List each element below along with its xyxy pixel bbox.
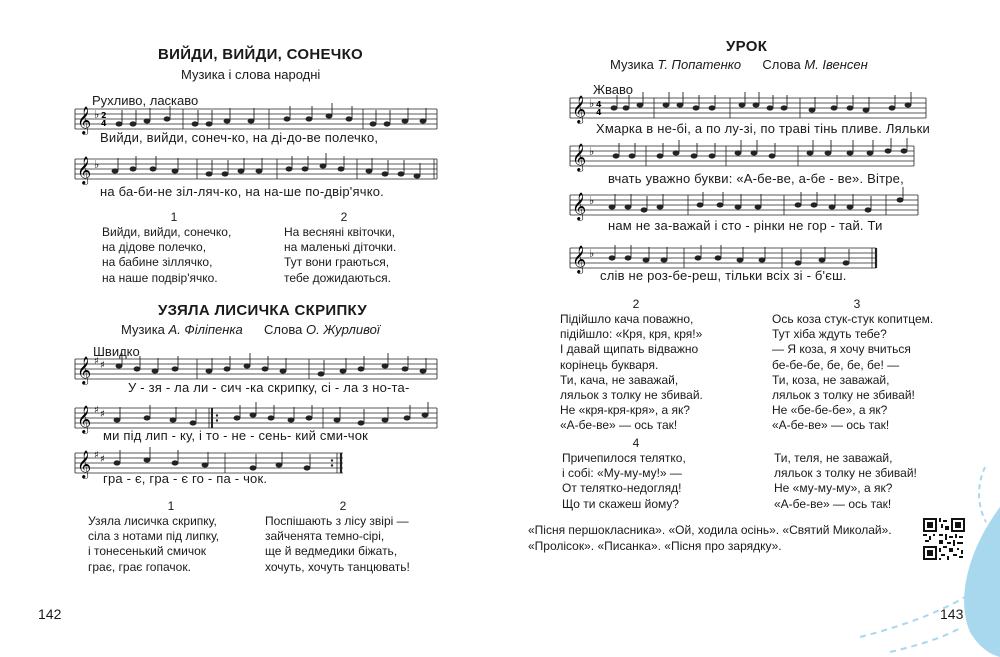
treble-clef-icon: 𝄞 (77, 356, 92, 384)
treble-clef-icon: 𝄞 (77, 156, 92, 184)
lyrics-line: Вийди, вийди, сонеч-ко, на ді-до-ве полечко, (100, 130, 379, 145)
svg-text:♭: ♭ (589, 194, 595, 207)
svg-text:♭: ♭ (94, 108, 100, 121)
lyrics-line: вчать уважно букви: «А-бе-ве, а-бе - ве». Вітре, (608, 171, 904, 186)
svg-text:♭: ♭ (94, 158, 100, 171)
music-staff (75, 155, 440, 183)
treble-clef-icon: 𝄞 (77, 450, 92, 478)
svg-text:♯: ♯ (94, 450, 99, 461)
decorative-corner-wave (740, 427, 1000, 657)
verse-number: 4 (632, 436, 640, 450)
related-songs-list: «Пісня першокласника». «Ой, ходила осінь». «Святий Миколай». «Пролісок». «Писанка». «Пісня про зарядку». (528, 523, 892, 553)
svg-text:♯: ♯ (94, 405, 99, 416)
song-title: УРОК (726, 38, 768, 55)
lyrics-line: на ба-би-не зіл-ляч-ко, на на-ше по-двір'ячко. (100, 184, 384, 199)
tempo-marking: Жваво (593, 82, 633, 97)
lyrics-line: ми під лип - ку, і то - не - сень- кий сми-чок (103, 428, 369, 443)
music-staff (570, 191, 930, 219)
song-credits: Музика і слова народні (181, 67, 321, 82)
right-page (500, 0, 1000, 657)
svg-text:♯: ♯ (100, 360, 105, 371)
treble-clef-icon: 𝄞 (77, 405, 92, 433)
svg-text:♯: ♯ (100, 409, 105, 420)
svg-text:4: 4 (596, 108, 602, 117)
music-staff (75, 105, 440, 133)
treble-clef-icon: 𝄞 (572, 245, 587, 273)
verse-number: 2 (339, 499, 347, 513)
verse-block: На весняні квіточки, на маленькі діточки. Тут вони граються, тебе дожидаються. (284, 225, 397, 285)
svg-text:♭: ♭ (589, 247, 595, 260)
verse-block: Ти, теля, не заважай, ляльок з толку не збивай! Не «му-му-му», а як? «А-бе-ве» — ось так! (774, 451, 917, 511)
verse-block: Ось коза стук-стук копитцем. Тут хіба ждуть тебе? — Я коза, я хочу вчиться бе-бе-бе, бе, бе, бе! — Ти, коза, не заважай, ляльок з толку не збивай! Не «бе-бе-бе», а як? «А-бе-ве» — ось так! (772, 312, 934, 433)
lyrics-line: нам не за-важай і сто - рінки не гор - тай. Ти (608, 218, 883, 233)
svg-text:4: 4 (596, 100, 602, 109)
treble-clef-icon: 𝄞 (572, 95, 587, 123)
lyrics-line: У - зя - ла ли - сич -ка скрипку, сі - ла з но-та- (128, 380, 410, 395)
music-staff (570, 142, 930, 170)
svg-text:♭: ♭ (589, 97, 595, 110)
verse-block: Причепилося телятко, і собі: «Му-му-му!» — От телятко-недогляд! Що ти скажеш йому? (562, 451, 686, 511)
treble-clef-icon: 𝄞 (572, 192, 587, 220)
page-number: 143 (940, 606, 964, 622)
treble-clef-icon: 𝄞 (572, 143, 587, 171)
treble-clef-icon: 𝄞 (77, 106, 92, 134)
tempo-marking: Рухливо, ласкаво (92, 93, 199, 108)
song-title: УЗЯЛА ЛИСИЧКА СКРИПКУ (158, 302, 367, 319)
svg-text:♭: ♭ (589, 145, 595, 158)
svg-text:♯: ♯ (100, 454, 105, 465)
song-credits: Музика Т. Попатенко Слова М. Івенсен (610, 57, 868, 72)
verse-number: 1 (170, 210, 178, 224)
svg-text:4: 4 (101, 119, 107, 128)
verse-number: 3 (853, 297, 861, 311)
verse-block: Поспішають з лісу звірі — зайченята темно-сірі, ще й ведмедики біжать, хочуть, хочуть танцювать! (265, 514, 410, 574)
music-staff (75, 355, 440, 383)
verse-block: Підійшло кача поважно, підійшло: «Кря, кря, кря!» І давай щипать відважно корінець букваря. Ти, кача, не заважай, ляльок з толку не збивай. Не «кря-кря-кря», а як? «А-бе-ве» — ось так! (560, 312, 703, 433)
lyrics-line: слів не роз-бе-реш, тільки всіх зі - б'єш. (600, 268, 847, 283)
tempo-marking: Швидко (93, 344, 140, 359)
lyrics-line: Хмарка в не-бі, а по лу-зі, по траві тінь пливе. Ляльки (596, 121, 930, 136)
lyrics-line: гра - є, гра - є го - па - чок. (103, 471, 268, 486)
music-staff (570, 94, 930, 122)
page-number: 142 (38, 606, 62, 622)
song-title: ВИЙДИ, ВИЙДИ, СОНЕЧКО (158, 46, 364, 63)
song-credits: Музика А. Філіпенка Слова О. Журливої (121, 322, 380, 337)
verse-block: Вийди, вийди, сонечко, на дідове полечко, на бабине зіллячко, на наше подвір'ячко. (102, 225, 232, 285)
svg-text:♯: ♯ (94, 356, 99, 367)
verse-block: Узяла лисичка скрипку, сіла з нотами під липку, і тонесенький смичок грає, грає гопачок. (88, 514, 220, 574)
verse-number: 2 (340, 210, 348, 224)
verse-number: 2 (632, 297, 640, 311)
svg-text:2: 2 (101, 111, 107, 120)
verse-number: 1 (167, 499, 175, 513)
